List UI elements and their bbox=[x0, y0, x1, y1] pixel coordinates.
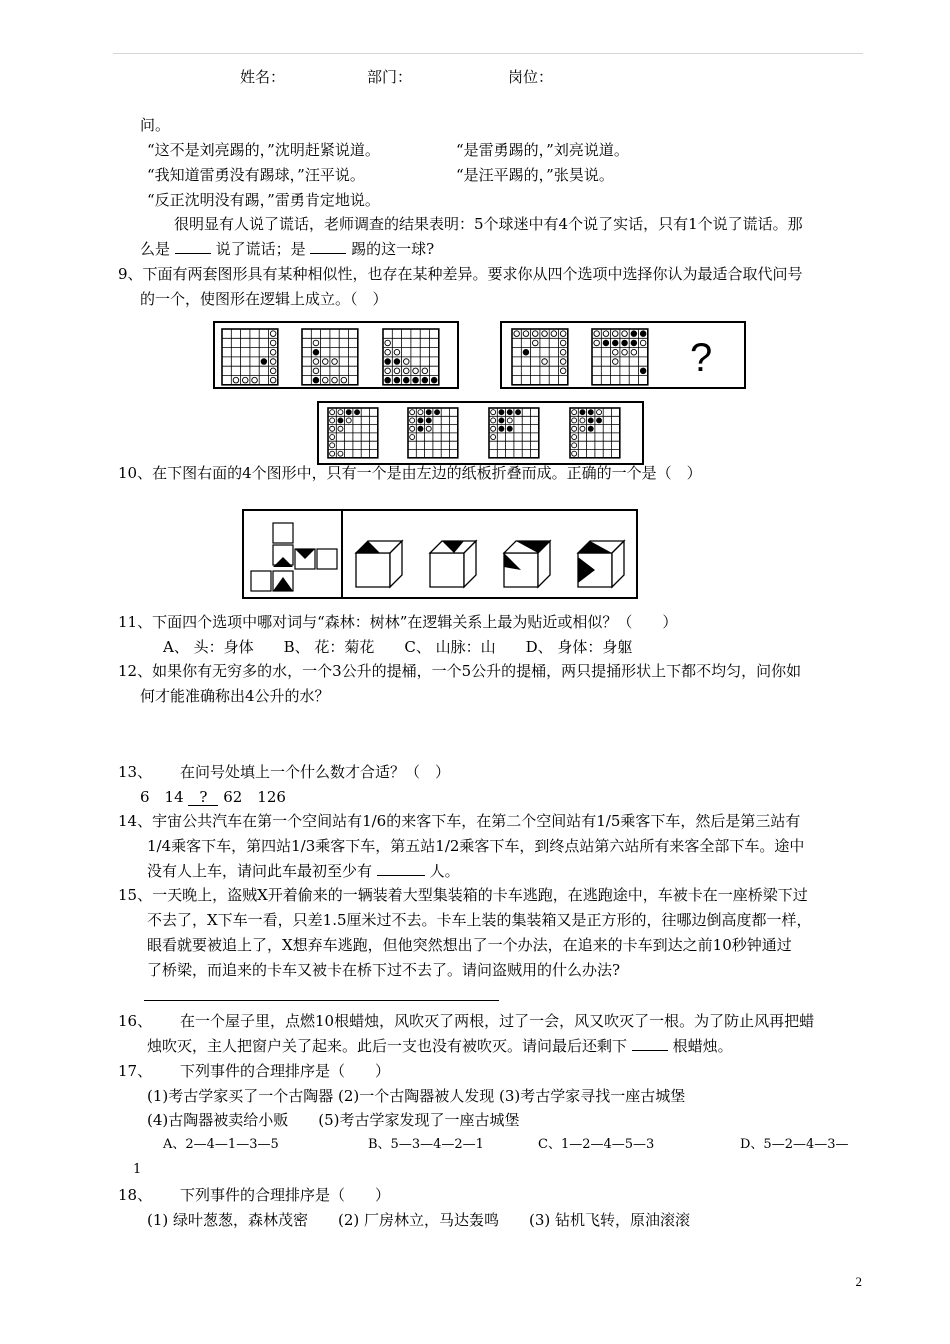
name-label: 姓名： bbox=[240, 68, 286, 86]
q14-line1: 14、宇宙公共汽车在第一个空间站有1/6的来客下车，在第二个空间站有1/5乘客下车，然后是第三站有 bbox=[118, 812, 801, 830]
q16-number: 16、 bbox=[118, 1012, 153, 1030]
q13-number: 13、 bbox=[118, 763, 153, 781]
q17-number: 17、 bbox=[118, 1062, 153, 1080]
q13-seq-a: 6 14 bbox=[140, 788, 184, 806]
q9-set1-figure bbox=[213, 321, 459, 389]
q8-line5-a: 么是 bbox=[140, 240, 171, 258]
q10-cube-c[interactable] bbox=[504, 541, 550, 587]
q9-grid-2 bbox=[302, 329, 358, 385]
q8-line0: 问。 bbox=[140, 116, 171, 134]
q10-cube-d[interactable] bbox=[578, 541, 624, 587]
q8-statement-1: “这不是刘亮踢的，”沈明赶紧说道。 bbox=[147, 141, 380, 159]
q9-option-c bbox=[489, 408, 539, 458]
q9-option-a bbox=[328, 408, 378, 458]
q8-line4: 很明显有人说了谎话，老师调查的结果表明：5个球迷中有4个说了实话，只有1个说了谎话。那 bbox=[174, 215, 803, 233]
q14-line3-a: 没有人上车，请问此车最初至少有 bbox=[147, 862, 373, 880]
q17-text: 下列事件的合理排序是（ ） bbox=[180, 1062, 391, 1080]
q10-line1: 10、在下图右面的4个图形中，只有一个是由左边的纸板折叠而成。正确的一个是（ ） bbox=[118, 464, 702, 482]
q17-option-b[interactable]: B、5—3—4—2—1 bbox=[368, 1137, 484, 1152]
q12-line2: 何才能准确称出4公升的水？ bbox=[140, 687, 330, 705]
q15-answer-line[interactable] bbox=[144, 1000, 499, 1001]
q9-grid-4 bbox=[512, 329, 568, 385]
q11-line1: 11、下面四个选项中哪对词与“森林：树林”在逻辑关系上最为贴近或相似？（ ） bbox=[118, 613, 678, 631]
q14-blank[interactable] bbox=[377, 861, 425, 876]
q8-statement-2: “是雷勇踢的，”刘亮说道。 bbox=[456, 141, 629, 159]
q16-line1: 在一个屋子里，点燃10根蜡烛，风吹灭了两根，过了一会，风又吹灭了一根。为了防止风再把蜡 bbox=[180, 1012, 815, 1030]
q9-line1: 9、下面有两套图形具有某种相似性，也存在某种差异。要求你从四个选项中选择你认为最适合取代问号 bbox=[118, 265, 803, 283]
q11-options[interactable]: A、 头：身体 B、 花：菊花 C、 山脉：山 D、 身体：身躯 bbox=[163, 638, 633, 656]
q9-option-d bbox=[570, 408, 620, 458]
q17-option-c[interactable]: C、1—2—4—5—3 bbox=[538, 1137, 655, 1152]
department-label: 部门： bbox=[367, 68, 413, 86]
q15-line4: 了桥梁，而追来的卡车又被卡在桥下过不去了。请问盗贼用的什么办法? bbox=[147, 961, 621, 979]
q9-grid-3 bbox=[383, 329, 439, 385]
q8-blank-kicker[interactable] bbox=[310, 239, 346, 254]
q8-statement-4: “是汪平踢的，”张昊说。 bbox=[456, 166, 614, 184]
q9-grid-1 bbox=[222, 329, 278, 385]
q13-text: 在问号处填上一个什么数才合适？（ ） bbox=[180, 763, 451, 781]
q12-line1: 12、如果你有无穷多的水，一个3公升的提桶，一个5公升的提桶，两只提捅形状上下都不均匀，问你如 bbox=[118, 662, 802, 680]
q8-statement-5: “反正沈明没有踢，”雷勇肯定地说。 bbox=[147, 191, 380, 209]
q16-blank[interactable] bbox=[632, 1036, 668, 1051]
q9-options-figure[interactable] bbox=[317, 401, 644, 465]
q17-option-d-cont: 1 bbox=[133, 1162, 142, 1177]
q9-grid-5 bbox=[592, 329, 648, 385]
q15-line3: 眼看就要被追上了，X想弃车逃跑，但他突然想出了一个办法，在追来的卡车到达之前10秒钟通过 bbox=[147, 936, 792, 954]
q18-number: 18、 bbox=[118, 1186, 153, 1204]
q8-blank-liar[interactable] bbox=[175, 239, 211, 254]
q8-line5-b: 说了谎话；是 bbox=[215, 240, 306, 258]
position-label: 岗位： bbox=[508, 68, 554, 86]
q18-text: 下列事件的合理排序是（ ） bbox=[180, 1186, 391, 1204]
q17-option-a[interactable]: A、2—4—1—3—5 bbox=[163, 1137, 279, 1152]
q13-seq-question[interactable]: ? bbox=[188, 789, 218, 806]
header-rule bbox=[113, 53, 863, 54]
q14-line3 bbox=[147, 861, 460, 881]
q16-line2 bbox=[147, 1036, 733, 1056]
q14-line2: 1/4乘客下车，第四站1/3乘客下车，第五站1/2乘客下车，到终点站第六站所有来客全部下车。途中 bbox=[147, 837, 805, 855]
q17-line2: (4)古陶器被卖给小贩 (5)考古学家发现了一座古城堡 bbox=[147, 1111, 520, 1129]
q8-line5 bbox=[140, 239, 434, 259]
q10-figure[interactable] bbox=[242, 509, 638, 599]
q16-line2-b: 根蜡烛。 bbox=[672, 1037, 733, 1055]
q17-option-d[interactable]: D、5—2—4—3— bbox=[740, 1137, 849, 1152]
q9-line2: 的一个，使图形在逻辑上成立。（ ） bbox=[140, 290, 388, 308]
q16-line2-a: 烛吹灭，主人把窗户关了起来。此后一支也没有被吹灭。请问最后还剩下 bbox=[147, 1037, 628, 1055]
q8-statement-3: “我知道雷勇没有踢球，”汪平说。 bbox=[147, 166, 365, 184]
page-number: 2 bbox=[855, 1274, 862, 1289]
q18-line1: (1) 绿叶葱葱，森林茂密 (2) 厂房林立，马达轰鸣 (3) 钻机飞转，原油滚滚 bbox=[147, 1211, 691, 1229]
q13-seq-b: 62 126 bbox=[223, 788, 286, 806]
q9-option-b bbox=[408, 408, 458, 458]
q10-cube-a[interactable] bbox=[356, 541, 402, 587]
q10-net bbox=[251, 523, 337, 591]
q15-line1: 15、一天晚上，盗贼X开着偷来的一辆装着大型集装箱的卡车逃跑，在逃跑途中，车被卡在一座桥梁下过 bbox=[118, 886, 808, 904]
q13-sequence bbox=[140, 787, 286, 807]
q8-line5-c: 踢的这一球? bbox=[351, 240, 435, 258]
q17-line1: (1)考古学家买了一个古陶器 (2)一个古陶器被人发现 (3)考古学家寻找一座古城堡 bbox=[147, 1087, 686, 1105]
q15-line2: 不去了，X下车一看，只差1.5厘米过不去。卡车上装的集装箱又是正方形的，往哪边倒高度都一样， bbox=[147, 911, 812, 929]
q9-question-mark: ? bbox=[690, 336, 713, 380]
q14-line3-b: 人。 bbox=[429, 862, 460, 880]
q10-cube-b[interactable] bbox=[430, 541, 476, 587]
